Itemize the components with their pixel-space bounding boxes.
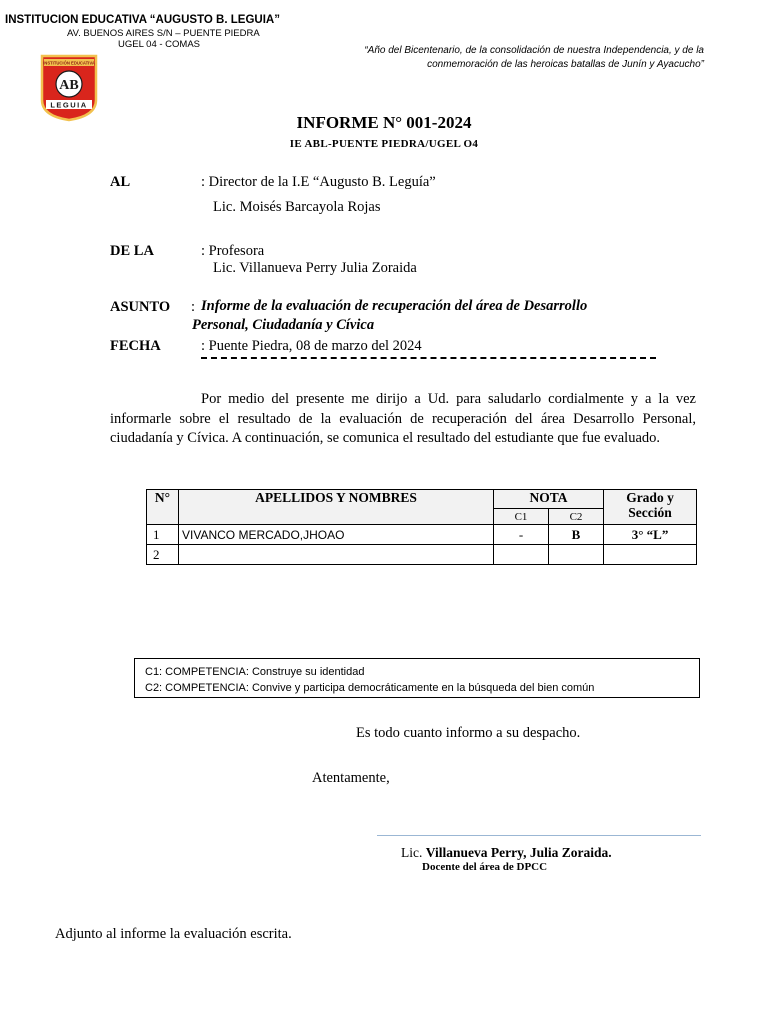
closing-line: Es todo cuanto informo a su despacho. (356, 725, 581, 741)
signature-name (401, 845, 612, 861)
sender-title: : Profesora (201, 243, 265, 259)
subject-label: ASUNTO (110, 299, 171, 315)
subject-line2: Personal, Ciudadanía y Cívica (192, 317, 375, 333)
body-paragraph: Por medio del presente me dirijo a Ud. para saludarlo cordialmente y a la vez informarle sobre el resultado de la evaluación de recuperación del área Desarrollo Personal, ciudadanía y Cívica. A continuación, se comunica el resultado del estudiante que fue evaluado. (110, 391, 696, 447)
student-name: VIVANCO MERCADO,JHOAO (179, 525, 494, 545)
header-section-line2: Sección (628, 505, 672, 520)
header-c1: C1 (494, 509, 549, 525)
institution-name: INSTITUCION EDUCATIVA “AUGUSTO B. LEGUIA” (5, 14, 280, 26)
recipient-title: : Director de la I.E “Augusto B. Leguía” (201, 174, 436, 190)
recipient-name: Lic. Moisés Barcayola Rojas (213, 199, 381, 215)
grade-section: 3° “L” (604, 525, 697, 545)
grade-section (604, 545, 697, 565)
header-name: APELLIDOS Y NOMBRES (179, 490, 494, 525)
student-name (179, 545, 494, 565)
signature-prefix: Lic. (401, 845, 426, 860)
subject-colon: : (191, 299, 196, 315)
dashed-divider (201, 357, 656, 359)
table-header-row (147, 490, 697, 509)
date-value: : Puente Piedra, 08 de marzo del 2024 (201, 338, 422, 354)
sender-label: DE LA (110, 243, 154, 259)
legend-c1: C1: COMPETENCIA: Construye su identidad (145, 666, 365, 678)
table-row (147, 525, 697, 545)
attachment-note: Adjunto al informe la evaluación escrita. (55, 926, 292, 942)
header-grade: NOTA (494, 490, 604, 509)
school-shield-icon (40, 54, 98, 122)
header-section (604, 490, 697, 525)
grade-c1 (494, 545, 549, 565)
legend-c2: C2: COMPETENCIA: Convive y participa democráticamente en la búsqueda del bien común (145, 682, 595, 694)
signature-line (377, 835, 701, 836)
institution-ugel: UGEL 04 - COMAS (118, 39, 201, 50)
regards-line: Atentamente, (312, 770, 390, 786)
logo-bottom-text: LEGUIA (50, 100, 88, 110)
subject-line1: Informe de la evaluación de recuperación del área de Desarrollo (201, 298, 588, 314)
report-subtitle: IE ABL-PUENTE PIEDRA/UGEL O4 (289, 138, 479, 150)
grade-c1: - (494, 525, 549, 545)
year-motto-line2: conmemoración de las heroicas batallas de Junín y Ayacucho” (427, 59, 704, 70)
recipient-label: AL (110, 174, 131, 190)
school-logo (40, 54, 98, 122)
header-number: N° (147, 490, 179, 525)
signature-fullname: Villanueva Perry, Julia Zoraida. (425, 845, 612, 860)
year-motto-line1: “Año del Bicentenario, de la consolidación de nuestra Independencia, y de la (364, 45, 704, 56)
signature-role: Docente del área de DPCC (422, 861, 548, 873)
row-number: 1 (147, 525, 179, 545)
sender-name: Lic. Villanueva Perry Julia Zoraida (213, 260, 417, 276)
header-c2: C2 (549, 509, 604, 525)
competency-legend (134, 658, 700, 698)
header-section-line1: Grado y (626, 490, 674, 505)
row-number: 2 (147, 545, 179, 565)
institution-address: AV. BUENOS AIRES S/N – PUENTE PIEDRA (67, 28, 260, 39)
grade-c2 (549, 545, 604, 565)
report-title: INFORME N° 001-2024 (296, 113, 472, 132)
grades-table (146, 489, 697, 565)
grade-c2: B (549, 525, 604, 545)
logo-letters: AB (59, 78, 79, 93)
logo-banner-text: INSTITUCIÓN EDUCATIVA (43, 60, 95, 66)
table-row (147, 545, 697, 565)
date-label: FECHA (110, 338, 161, 354)
year-motto (300, 44, 704, 72)
